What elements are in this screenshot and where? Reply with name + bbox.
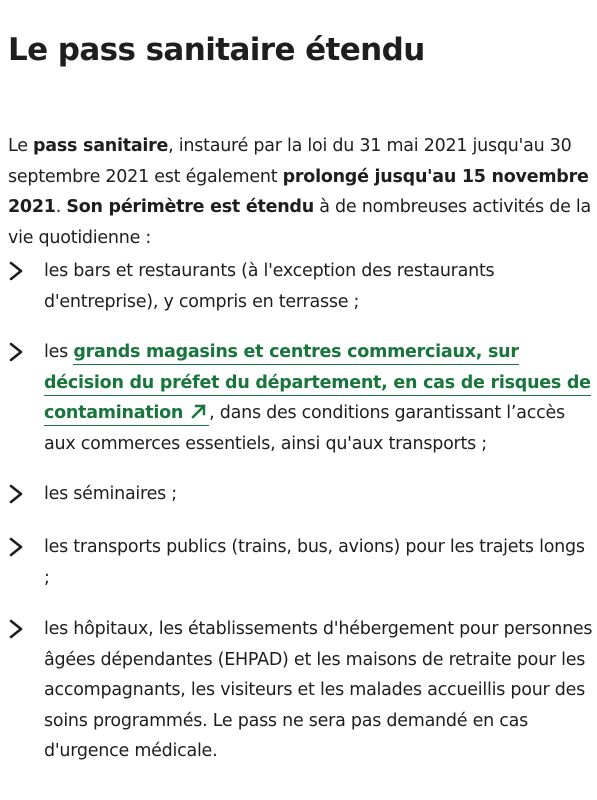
chevron-right-icon <box>8 534 26 560</box>
list-item <box>8 614 594 767</box>
list-item <box>8 479 594 510</box>
intro-bold-perimetre: Son périmètre est étendu <box>66 197 314 217</box>
intro-text-4: à de nombreuses activités de la vie quotidienne : <box>8 197 592 248</box>
chevron-right-icon <box>8 339 26 365</box>
list-item-text-before: les <box>44 342 74 362</box>
list-item-text: les séminaires ; <box>44 484 177 504</box>
page-title: Le pass sanitaire étendu <box>8 32 425 68</box>
list-item-text: les transports publics (trains, bus, avions) pour les trajets longs ; <box>44 537 585 588</box>
chevron-right-icon <box>8 481 26 507</box>
list-item <box>8 256 594 317</box>
list-item <box>8 532 594 593</box>
intro-text-1: Le <box>8 136 34 156</box>
intro-text-3: . <box>55 197 67 217</box>
list-item-text-after: , dans des conditions garantissant l’accès aux commerces essentiels, ainsi qu'aux transports ; <box>44 403 565 454</box>
chevron-right-icon <box>8 258 26 284</box>
list-item-text: les bars et restaurants (à l'exception des restaurants d'entreprise), y compris en terrasse ; <box>44 261 495 312</box>
chevron-right-icon <box>8 616 26 642</box>
intro-paragraph <box>8 131 594 253</box>
list-item-text: les hôpitaux, les établissements d'hébergement pour personnes âgées dépendantes (EHPAD) et les maisons de retraite pour les accompagnants, les visiteurs et les malades accueillis pour des soins programmés. Le pass ne sera pas demandé en cas d'urgence médicale. <box>44 619 593 761</box>
list-item-text <box>44 337 594 459</box>
list-item <box>8 337 594 459</box>
external-link-arrow-icon <box>189 400 209 418</box>
intro-text-2: , instauré par la loi du 31 mai 2021 jusqu'au 30 septembre 2021 est également <box>8 136 572 187</box>
intro-bold-prolonge: prolongé jusqu'au 15 novembre 2021 <box>8 166 589 217</box>
link-label: grands magasins et centres commerciaux, sur décision du préfet du département, en cas de risques de contamination <box>44 342 591 423</box>
intro-bold-pass: pass sanitaire <box>33 136 169 156</box>
